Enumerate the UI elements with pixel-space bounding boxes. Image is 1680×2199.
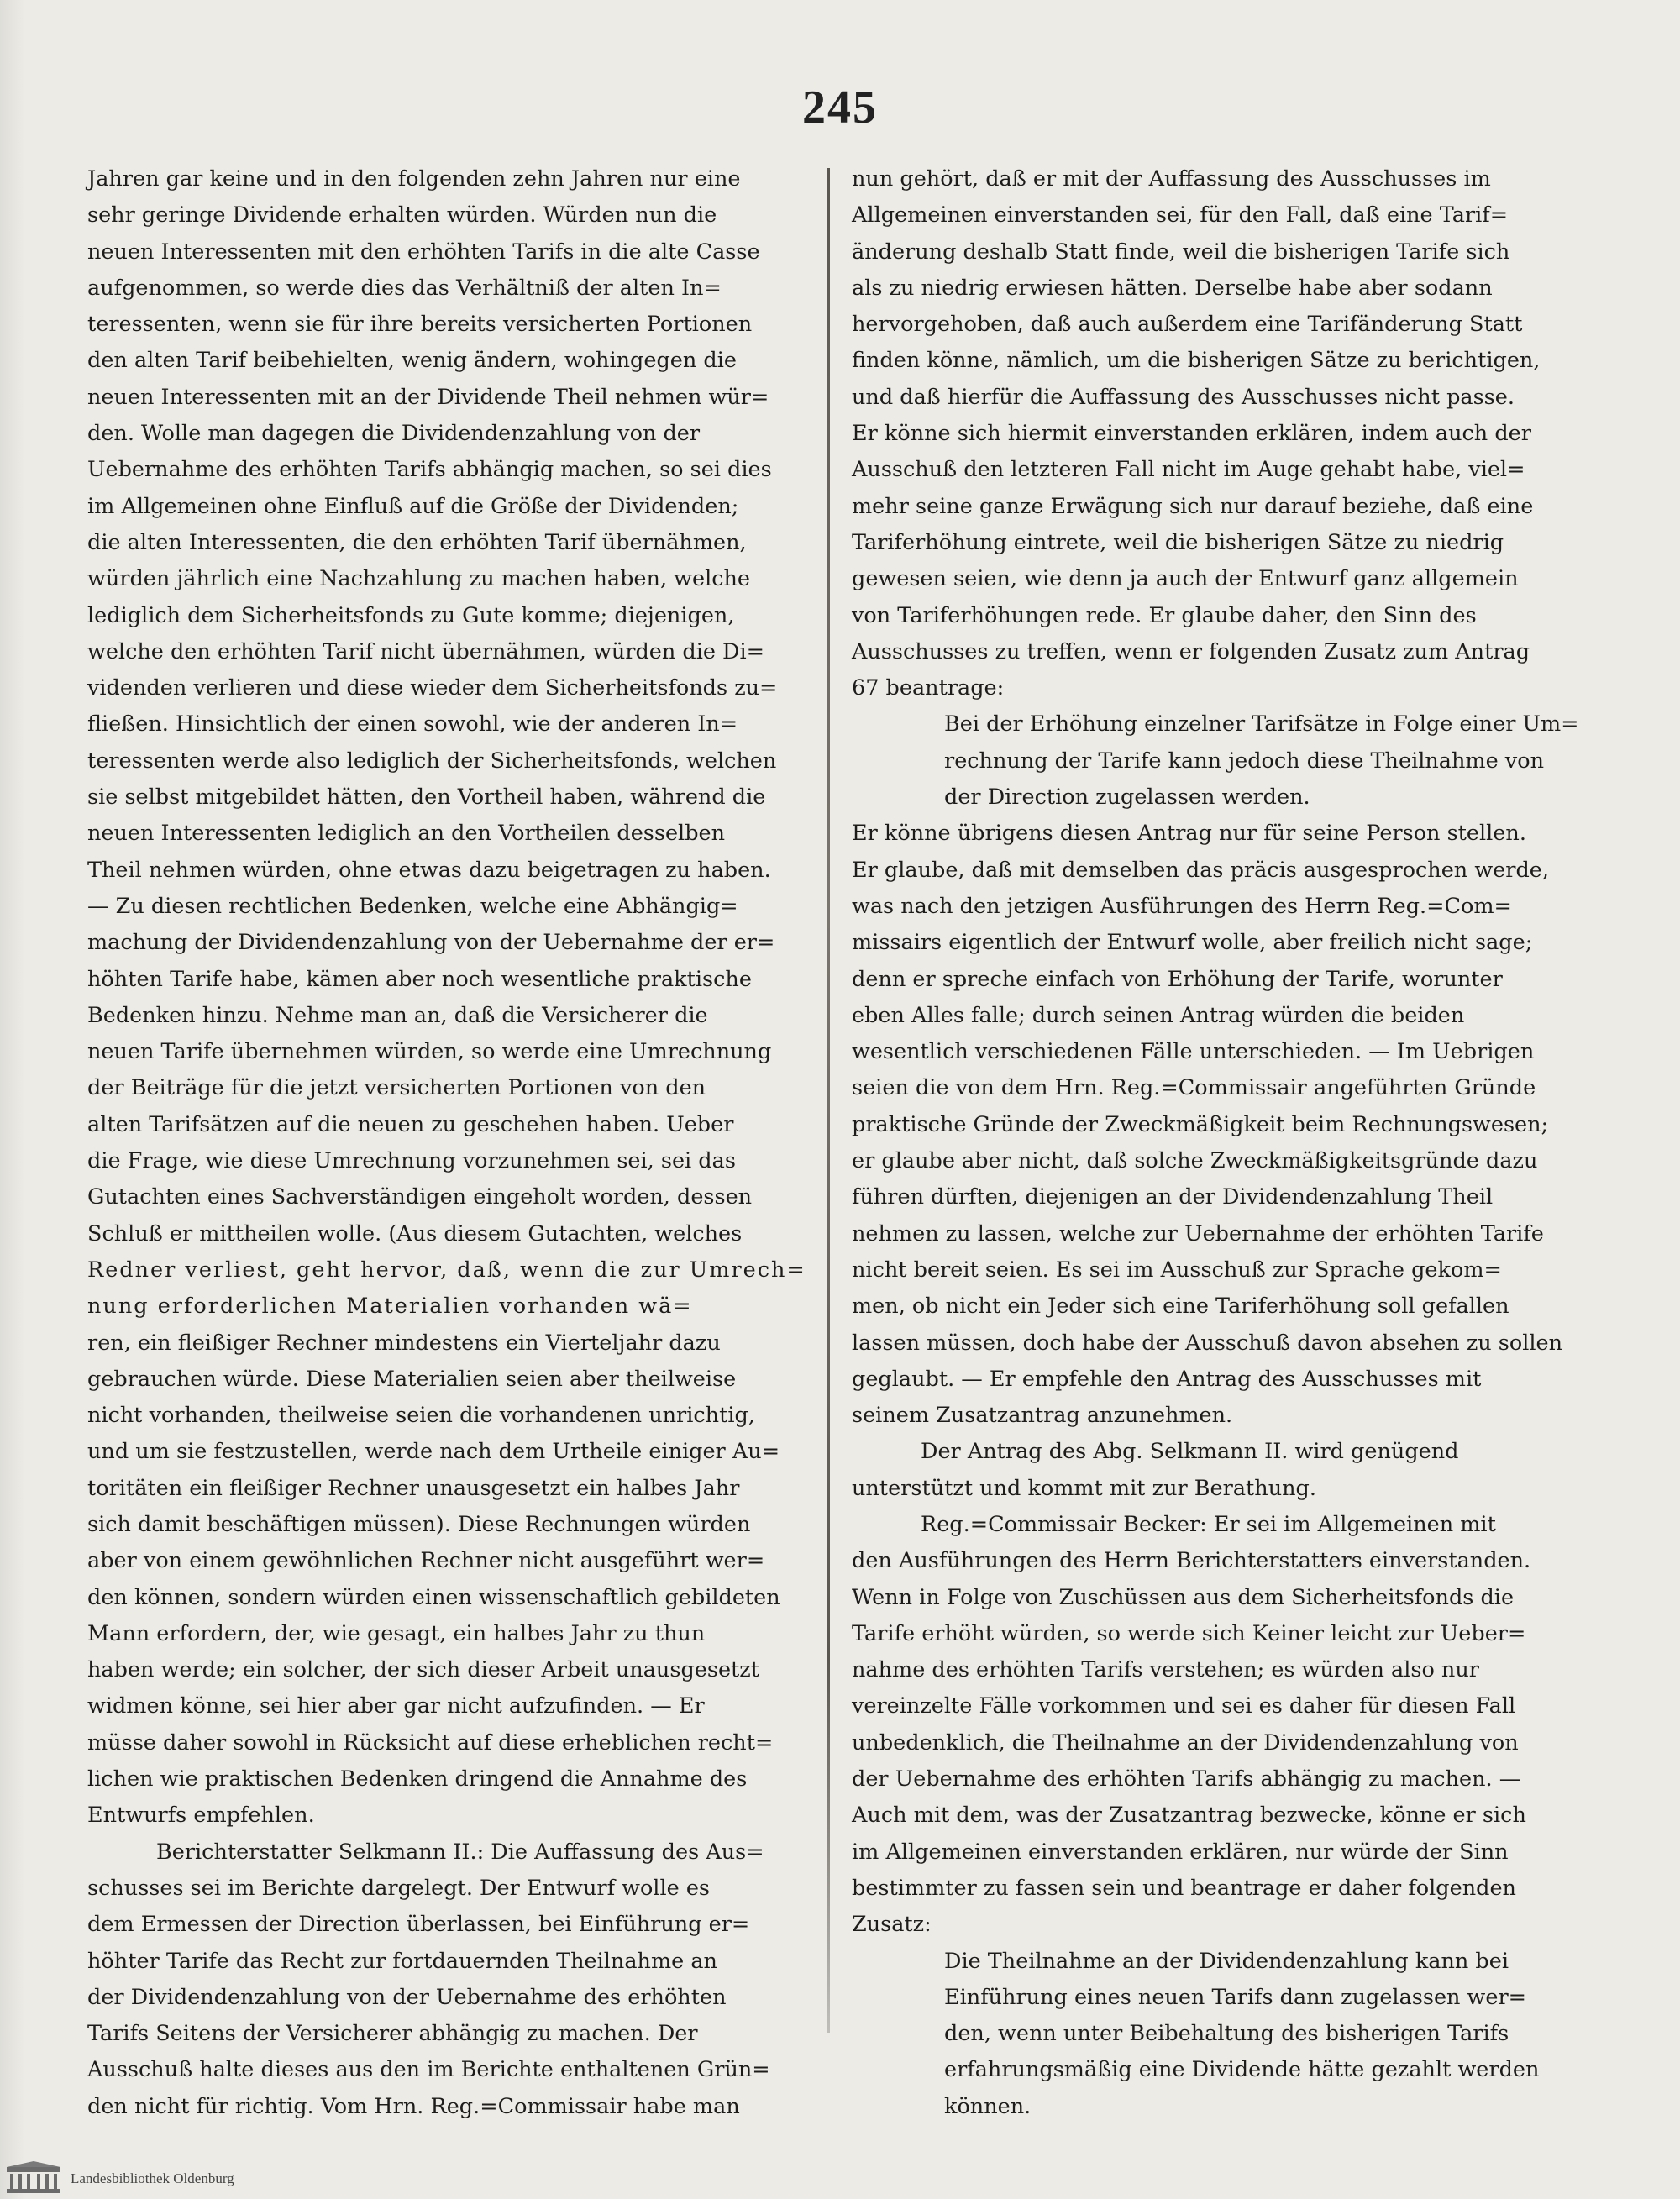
text-line: den können, sondern würden einen wissenschaftlich gebildeten [87, 1584, 780, 1610]
text-line: Reg.=Commissair Becker: Er sei im Allgemeinen mit [921, 1511, 1496, 1537]
text-line: und um sie festzustellen, werde nach dem Urtheile einiger Au= [87, 1439, 780, 1465]
text-line: videnden verlieren und diese wieder dem Sicherheitsfonds zu= [87, 675, 778, 701]
quoted-motion-line: Bei der Erhöhung einzelner Tarifsätze in Folge einer Um= [944, 711, 1579, 737]
text-line: seinem Zusatzantrag anzunehmen. [852, 1403, 1233, 1429]
text-line: höhten Tarife habe, kämen aber noch wesentliche praktische [87, 966, 752, 992]
text-line: höhter Tarife das Recht zur fortdauernden Theilnahme an [87, 1948, 717, 1974]
text-line: nicht bereit seien. Es sei im Ausschuß zur Sprache gekom= [852, 1257, 1502, 1283]
text-line: führen dürften, diejenigen an der Dividendenzahlung Theil [852, 1184, 1494, 1210]
right-column [852, 161, 1616, 2125]
text-line: Berichterstatter Selkmann II.: Die Auffassung des Aus= [156, 1839, 764, 1865]
text-line: dem Ermessen der Direction überlassen, bei Einführung er= [87, 1912, 750, 1938]
text-line: sich damit beschäftigen müssen). Diese Rechnungen würden [87, 1511, 751, 1537]
text-line: Auch mit dem, was der Zusatzantrag bezwecke, könne er sich [852, 1803, 1526, 1829]
text-line: haben werde; ein solcher, der sich dieser Arbeit unausgesetzt [87, 1657, 759, 1683]
text-line: der Uebernahme des erhöhten Tarifs abhängig zu machen. — [852, 1766, 1521, 1792]
text-line: der Dividendenzahlung von der Uebernahme des erhöhten [87, 1984, 727, 2010]
text-line: sie selbst mitgebildet hätten, den Vortheil haben, während die [87, 785, 766, 811]
column-divider [827, 168, 830, 2033]
text-line: fließen. Hinsichtlich der einen sowohl, wie der anderen In= [87, 711, 738, 737]
text-line: gewesen seien, wie denn ja auch der Entwurf ganz allgemein [852, 566, 1519, 592]
text-line: lediglich dem Sicherheitsfonds zu Gute komme; diejenigen, [87, 602, 735, 628]
text-line: welche den erhöhten Tarif nicht übernähmen, würden die Di= [87, 638, 765, 664]
text-line: seien die von dem Hrn. Reg.=Commissair angeführten Gründe [852, 1075, 1536, 1101]
text-line: was nach den jetzigen Ausführungen des Herrn Reg.=Com= [852, 893, 1512, 919]
text-line: gebrauchen würde. Diese Materialien seien aber theilweise [87, 1366, 737, 1392]
text-line: Er könne sich hiermit einverstanden erklären, indem auch der [852, 421, 1531, 447]
text-line: nahme des erhöhten Tarifs verstehen; es würden also nur [852, 1657, 1479, 1683]
text-line: und daß hierfür die Auffassung des Ausschusses nicht passe. [852, 384, 1515, 410]
text-line: müsse daher sowohl in Rücksicht auf diese erheblichen recht= [87, 1729, 774, 1756]
text-line: machung der Dividendenzahlung von der Uebernahme der er= [87, 930, 775, 956]
text-line: wesentlich verschiedenen Fälle unterschieden. — Im Uebrigen [852, 1039, 1535, 1065]
quoted-motion-line: können. [944, 2093, 1032, 2119]
text-line: 67 beantrage: [852, 675, 1005, 701]
text-line: nehmen zu lassen, welche zur Uebernahme der erhöhten Tarife [852, 1220, 1544, 1246]
text-line: nung erforderlichen Materialien vorhanden wä= [87, 1294, 693, 1320]
text-line: von Tariferhöhungen rede. Er glaube daher, den Sinn des [852, 602, 1477, 628]
text-line: Schluß er mittheilen wolle. (Aus diesem Gutachten, welches [87, 1220, 743, 1246]
text-line: bestimmter zu fassen sein und beantrage er daher folgenden [852, 1875, 1516, 1901]
text-line: Der Antrag des Abg. Selkmann II. wird genügend [921, 1439, 1459, 1465]
text-line: Er glaube, daß mit demselben das präcis ausgesprochen werde, [852, 857, 1549, 883]
text-line: toritäten ein fleißiger Rechner unausgesetzt ein halbes Jahr [87, 1475, 740, 1501]
text-line: geglaubt. — Er empfehle den Antrag des Ausschusses mit [852, 1366, 1482, 1392]
page-number: 245 [802, 81, 878, 134]
text-line: Tarife erhöht würden, so werde sich Keiner leicht zur Ueber= [852, 1620, 1526, 1646]
text-line: teressenten werde also lediglich der Sicherheitsfonds, welchen [87, 748, 777, 774]
text-line: Gutachten eines Sachverständigen eingeholt worden, dessen [87, 1184, 753, 1210]
text-line: würden jährlich eine Nachzahlung zu machen haben, welche [87, 566, 751, 592]
text-line: änderung deshalb Statt finde, weil die bisherigen Tarife sich [852, 239, 1510, 265]
text-line: Entwurfs empfehlen. [87, 1803, 315, 1829]
text-line: den Ausführungen des Herrn Berichterstatters einverstanden. [852, 1548, 1531, 1574]
quoted-motion-line: rechnung der Tarife kann jedoch diese Theilnahme von [944, 748, 1544, 774]
quoted-motion-line: Einführung eines neuen Tarifs dann zugelassen wer= [944, 1984, 1527, 2010]
text-line: hervorgehoben, daß auch außerdem eine Tarifänderung Statt [852, 312, 1523, 338]
text-line: er glaube aber nicht, daß solche Zweckmäßigkeitsgründe dazu [852, 1148, 1538, 1174]
text-line: aber von einem gewöhnlichen Rechner nicht ausgeführt wer= [87, 1548, 765, 1574]
footer [0, 2155, 1680, 2199]
text-line: — Zu diesen rechtlichen Bedenken, welche eine Abhängig= [87, 893, 738, 919]
text-line: aufgenommen, so werde dies das Verhältniß der alten In= [87, 275, 722, 301]
text-line: Bedenken hinzu. Nehme man an, daß die Versicherer die [87, 1002, 708, 1028]
text-line: alten Tarifsätzen auf die neuen zu geschehen haben. Ueber [87, 1111, 734, 1137]
text-line: Jahren gar keine und in den folgenden zehn Jahren nur eine [87, 166, 741, 192]
text-line: praktische Gründe der Zweckmäßigkeit beim Rechnungswesen; [852, 1111, 1549, 1137]
text-line: Tariferhöhung eintrete, weil die bisherigen Sätze zu niedrig [852, 529, 1504, 555]
text-line: im Allgemeinen einverstanden erklären, nur würde der Sinn [852, 1839, 1509, 1865]
text-line: missairs eigentlich der Entwurf wolle, aber freilich nicht sage; [852, 930, 1533, 956]
quoted-motion-line: erfahrungsmäßig eine Dividende hätte gezahlt werden [944, 2057, 1540, 2083]
text-line: Theil nehmen würden, ohne etwas dazu beigetragen zu haben. [87, 857, 771, 883]
quoted-motion-line: der Direction zugelassen werden. [944, 785, 1310, 811]
text-line: Tarifs Seitens der Versicherer abhängig zu machen. Der [87, 2021, 698, 2047]
text-line: Zusatz: [852, 1912, 932, 1938]
text-line: Uebernahme des erhöhten Tarifs abhängig machen, so sei dies [87, 457, 772, 483]
quoted-motion-line: Die Theilnahme an der Dividendenzahlung kann bei [944, 1948, 1509, 1974]
text-line: denn er spreche einfach von Erhöhung der Tarife, worunter [852, 966, 1503, 992]
text-line: Ausschuß den letzteren Fall nicht im Auge gehabt habe, viel= [852, 457, 1525, 483]
library-building-icon [5, 2160, 62, 2194]
text-line: Ausschuß halte dieses aus den im Berichte enthaltenen Grün= [87, 2057, 770, 2083]
text-line: die alten Interessenten, die den erhöhten Tarif übernähmen, [87, 529, 747, 555]
text-line: den. Wolle man dagegen die Dividendenzahlung von der [87, 421, 701, 447]
text-line: lichen wie praktischen Bedenken dringend die Annahme des [87, 1766, 748, 1792]
text-line: teressenten, wenn sie für ihre bereits versicherten Portionen [87, 312, 753, 338]
text-line: unterstützt und kommt mit zur Berathung. [852, 1475, 1316, 1501]
text-line: neuen Tarife übernehmen würden, so werde eine Umrechnung [87, 1039, 772, 1065]
text-line: neuen Interessenten mit den erhöhten Tarifs in die alte Casse [87, 239, 760, 265]
text-line: als zu niedrig erwiesen hätten. Derselbe habe aber sodann [852, 275, 1493, 301]
text-line: schusses sei im Berichte dargelegt. Der Entwurf wolle es [87, 1875, 710, 1901]
text-line: die Frage, wie diese Umrechnung vorzunehmen sei, sei das [87, 1148, 736, 1174]
text-line: mehr seine ganze Erwägung sich nur darauf beziehe, daß eine [852, 493, 1534, 519]
text-line: der Beiträge für die jetzt versicherten Portionen von den [87, 1075, 706, 1101]
library-label: Landesbibliothek Oldenburg [71, 2170, 234, 2186]
left-column [87, 161, 852, 2125]
text-line: sehr geringe Dividende erhalten würden. Würden nun die [87, 202, 717, 228]
text-line: den nicht für richtig. Vom Hrn. Reg.=Commissair habe man [87, 2093, 740, 2119]
page-edge-shadow [0, 0, 25, 2199]
text-line: unbedenklich, die Theilnahme an der Dividendenzahlung von [852, 1729, 1519, 1756]
text-line: vereinzelte Fälle vorkommen und sei es daher für diesen Fall [852, 1693, 1516, 1719]
text-line: im Allgemeinen ohne Einfluß auf die Größe der Dividenden; [87, 493, 739, 519]
text-line: Mann erfordern, der, wie gesagt, ein halbes Jahr zu thun [87, 1620, 706, 1646]
text-line: finden könne, nämlich, um die bisherigen Sätze zu berichtigen, [852, 348, 1541, 374]
text-line: Wenn in Folge von Zuschüssen aus dem Sicherheitsfonds die [852, 1584, 1515, 1610]
quoted-motion-line: den, wenn unter Beibehaltung des bisherigen Tarifs [944, 2021, 1509, 2047]
text-line: Ausschusses zu treffen, wenn er folgenden Zusatz zum Antrag [852, 638, 1530, 664]
text-line: Er könne übrigens diesen Antrag nur für seine Person stellen. [852, 821, 1526, 847]
text-line: den alten Tarif beibehielten, wenig ändern, wohingegen die [87, 348, 737, 374]
text-line: neuen Interessenten lediglich an den Vortheilen desselben [87, 821, 726, 847]
text-line: Allgemeinen einverstanden sei, für den Fall, daß eine Tarif= [852, 202, 1509, 228]
text-line: men, ob nicht ein Jeder sich eine Tariferhöhung soll gefallen [852, 1294, 1509, 1320]
text-line: nun gehört, daß er mit der Auffassung des Ausschusses im [852, 166, 1491, 192]
text-line: ren, ein fleißiger Rechner mindestens ein Vierteljahr dazu [87, 1330, 721, 1356]
text-line: widmen könne, sei hier aber gar nicht aufzufinden. — Er [87, 1693, 705, 1719]
text-line: nicht vorhanden, theilweise seien die vorhandenen unrichtig, [87, 1403, 755, 1429]
text-line: neuen Interessenten mit an der Dividende Theil nehmen wür= [87, 384, 769, 410]
text-line: eben Alles falle; durch seinen Antrag würden die beiden [852, 1002, 1465, 1028]
text-line: lassen müssen, doch habe der Ausschuß davon absehen zu sollen [852, 1330, 1563, 1356]
text-line: Redner verliest, geht hervor, daß, wenn die zur Umrech= [87, 1257, 806, 1283]
